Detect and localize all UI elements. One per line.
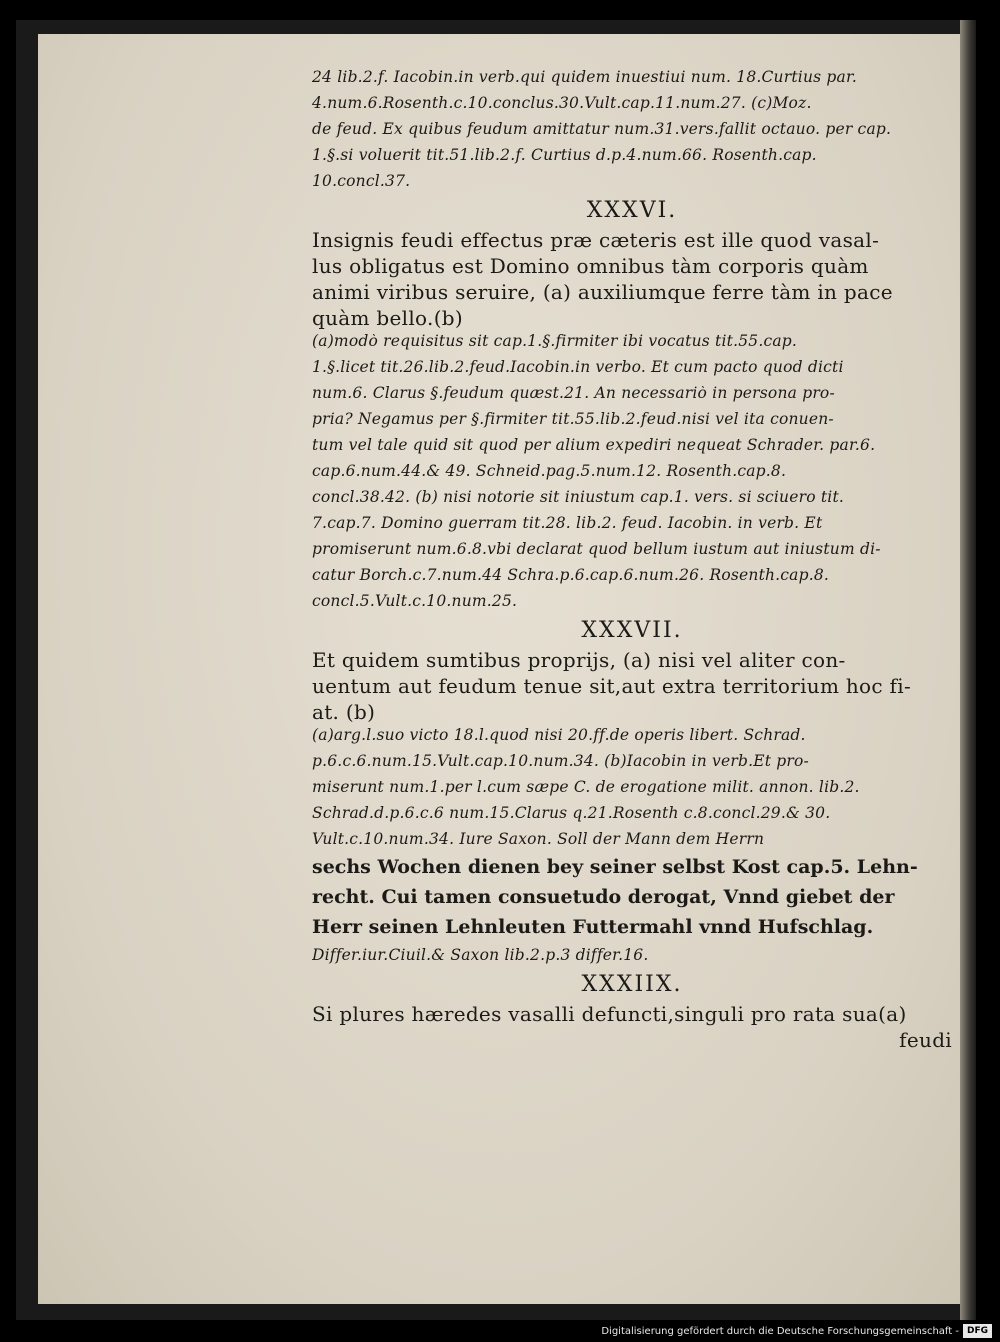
notes-xxxvii <box>312 728 952 974</box>
body-line: animi viribus seruire, (a) auxiliumque ferre tàm in pace <box>312 282 893 304</box>
german-line: sechs Wochen dienen bey seiner selbst Kost cap.5. Lehn- <box>312 858 918 878</box>
note-line: catur Borch.c.7.num.44 Schra.p.6.cap.6.num.26. Rosenth.cap.8. <box>312 568 830 584</box>
note-line: cap.6.num.44.& 49. Schneid.pag.5.num.12. Rosenth.cap.8. <box>312 464 787 480</box>
note-line: promiserunt num.6.8.vbi declarat quod bellum iustum aut iniustum di- <box>312 542 881 558</box>
german-line: Herr seinen Lehnleuten Futtermahl vnnd Hufschlag. <box>312 918 874 938</box>
credit-text: Digitalisierung gefördert durch die Deutsche Forschungsgemeinschaft - <box>601 1325 959 1337</box>
notes-xxxvi <box>312 334 952 620</box>
section-heading-xxxvi: XXXVI. <box>586 200 678 223</box>
section-heading-xxxvii: XXXVII. <box>581 620 683 643</box>
body-line: lus obligatus est Domino omnibus tàm corporis quàm <box>312 256 869 278</box>
note-line: Schrad.d.p.6.c.6 num.15.Clarus q.21.Rosenth c.8.concl.29.& 30. <box>312 806 831 822</box>
digitization-credit <box>601 1324 992 1338</box>
dfg-logo: DFG <box>963 1324 992 1338</box>
note-line: 24 lib.2.f. Iacobin.in verb.qui quidem inuestiui num. 18.Curtius par. <box>312 70 858 86</box>
body-line: Et quidem sumtibus proprijs, (a) nisi vel aliter con- <box>312 650 846 672</box>
body-line: at. (b) <box>312 702 376 724</box>
body-line: uentum aut feudum tenue sit,aut extra territorium hoc fi- <box>312 676 912 698</box>
german-line: recht. Cui tamen consuetudo derogat, Vnnd giebet der <box>312 888 895 908</box>
note-line: 4.num.6.Rosenth.c.10.conclus.30.Vult.cap.11.num.27. (c)Moz. <box>312 96 812 112</box>
catchword: feudi <box>899 1030 952 1052</box>
note-line: de feud. Ex quibus feudum amittatur num.31.vers.fallit octauo. per cap. <box>312 122 892 138</box>
body-text-xxxvi <box>312 230 952 334</box>
note-line: Vult.c.10.num.34. Iure Saxon. Soll der Mann dem Herrn <box>312 832 765 848</box>
page-text <box>312 70 952 1056</box>
note-line: concl.38.42. (b) nisi notorie sit iniustum cap.1. vers. si sciuero tit. <box>312 490 845 506</box>
note-line: 7.cap.7. Domino guerram tit.28. lib.2. feud. Iacobin. in verb. Et <box>312 516 823 532</box>
note-line: tum vel tale quid sit quod per alium expediri nequeat Schrader. par.6. <box>312 438 876 454</box>
body-text-xxxvii <box>312 650 952 728</box>
body-text-xxxiix <box>312 1004 952 1056</box>
note-block-continued <box>312 70 952 200</box>
note-line: p.6.c.6.num.15.Vult.cap.10.num.34. (b)Iacobin in verb.Et pro- <box>312 754 809 770</box>
note-line: miserunt num.1.per l.cum sæpe C. de erogatione milit. annon. lib.2. <box>312 780 860 796</box>
section-heading-xxxiix: XXXIIX. <box>581 974 683 997</box>
note-line: 1.§.licet tit.26.lib.2.feud.Iacobin.in verbo. Et cum pacto quod dicti <box>312 360 844 376</box>
page-edge-shadow <box>960 20 976 1320</box>
note-line: (a)modò requisitus sit cap.1.§.firmiter ibi vocatus tit.55.cap. <box>312 334 798 350</box>
note-line: Differ.iur.Ciuil.& Saxon lib.2.p.3 differ.16. <box>312 948 649 964</box>
note-line: num.6. Clarus §.feudum quæst.21. An necessariò in persona pro- <box>312 386 835 402</box>
note-line: concl.5.Vult.c.10.num.25. <box>312 594 518 610</box>
note-line: (a)arg.l.suo victo 18.l.quod nisi 20.ff.de operis libert. Schrad. <box>312 728 806 744</box>
body-line: quàm bello.(b) <box>312 308 464 330</box>
body-line: Si plures hæredes vasalli defuncti,singuli pro rata sua(a) <box>312 1004 907 1026</box>
note-line: pria? Negamus per §.firmiter tit.55.lib.2.feud.nisi vel ita conuen- <box>312 412 834 428</box>
note-line: 10.concl.37. <box>312 174 411 190</box>
body-line: Insignis feudi effectus præ cæteris est ille quod vasal- <box>312 230 880 252</box>
note-line: 1.§.si voluerit tit.51.lib.2.f. Curtius d.p.4.num.66. Rosenth.cap. <box>312 148 817 164</box>
